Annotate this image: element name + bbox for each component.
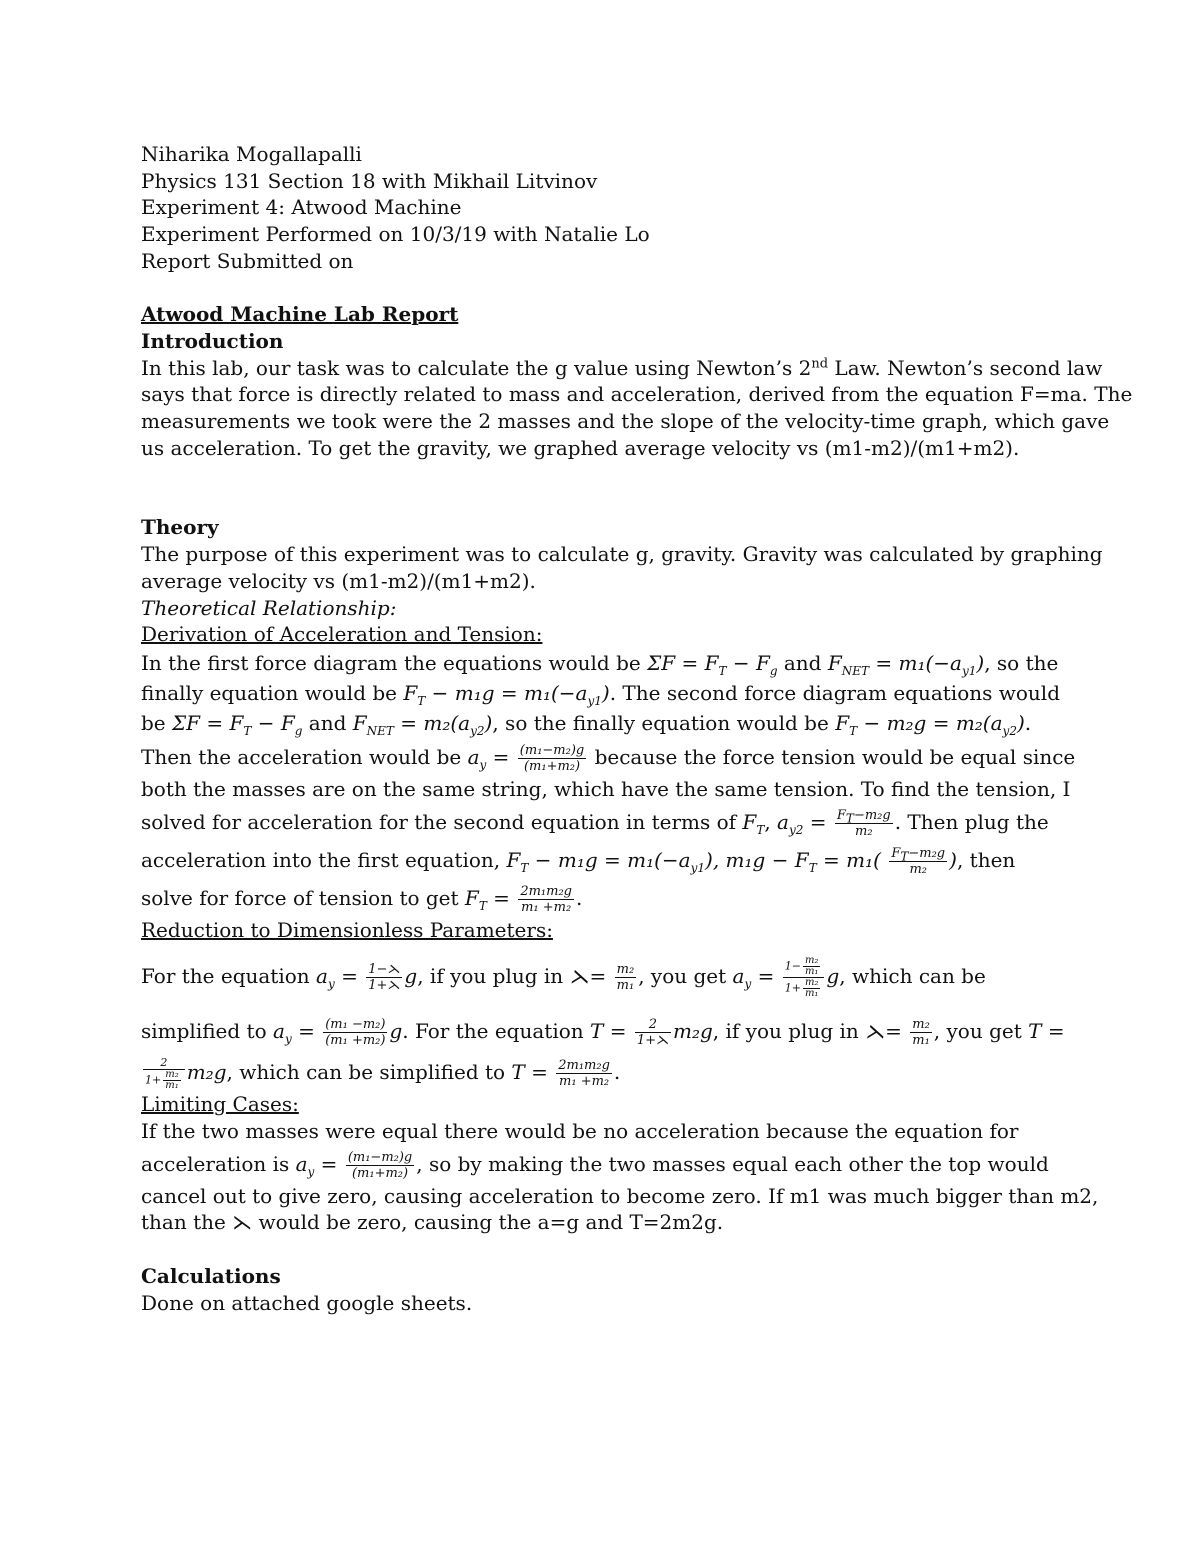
calculations-heading: Calculations (141, 1263, 281, 1288)
course-line: Physics 131 Section 18 with Mikhail Litvinov (141, 168, 598, 193)
two-over-ratio-fraction: 2 1+ $\frac{\text{m₂}}{\text{m₁}}$ (143, 1057, 185, 1091)
derivation-line-1: In the first force diagram the equations would be $\Sigma F = F_T - F_g$ and $F_{NET} = m_1(-a_{y1})$, so the (141, 650, 1059, 678)
mass-ratio-fraction-2: $\frac{\text{m₂}}{\text{m₁}}$ (912, 1017, 930, 1049)
theory-heading: Theory (141, 515, 219, 540)
acceleration-fraction: $\frac{\text{(m₁−m₂)g}}{\text{(m₁+m₂)}}$ (519, 742, 585, 774)
derivation-line-5: both the masses are on the same string, which have the same tension. To find the tension, I (141, 776, 1071, 801)
reduction-line-1: For the equation $a_y$ = $\frac{1-⋋}{1+⋋}$ g, if you plug in ⋋= $\frac{\text{m₂}}{\text{m₁}}$ , you get $a_y$ = 1− $\frac{\text{m₂}}{\text{m₁}}$ 1+ $\frac{\text{m₂}}{\text{m₁}}$ g, which can be (141, 955, 986, 1000)
theory-line-2: average velocity vs (m1-m2)/(m1+m2). (141, 568, 536, 593)
limiting-line-3: cancel out to give zero, causing acceleration to become zero. If m1 was much bigger than m2, (141, 1183, 1099, 1208)
derivation-line-4: Then the acceleration would be $a_y$ = $\frac{\text{(m₁−m₂)g}}{\text{(m₁+m₂)}}$ because the force tension would be equal since (141, 742, 1076, 774)
derivation-heading: Derivation of Acceleration and Tension: (141, 622, 543, 647)
ay2-fraction: $\frac{F_T-m_2g}{\text{m₂}}$ (836, 807, 891, 839)
lambda-fraction: $\frac{1-⋋}{1+⋋}$ (368, 962, 401, 994)
performed-line: Experiment Performed on 10/3/19 with Natalie Lo (141, 222, 650, 247)
derivation-line-8: solve for force of tension to get $F_T$ = $\frac{\text{2m₁m₂g}}{\text{m₁ +m₂}}$ . (141, 883, 583, 915)
derivation-line-7: acceleration into the first equation, $F_T - m_1g = m_1(-a_{y1})$, $m_1g - F_T = m_1$( $\frac{F_T-m_2g}{\text{m₂}}$ ), then (141, 845, 1016, 877)
reduction-line-2: simplified to $a_y$ = $\frac{\text{(m₁ −m₂)}}{\text{(m₁ +m₂)}}$ g. For the equation T = $\frac{2}{1+⋋}$ m₂g, if you plug in ⋋= $\frac{\text{m₂}}{\text{m₁}}$ , you get T = (141, 1017, 1065, 1049)
limiting-line-4: than the ⋋ would be zero, causing the a=g and T=2m2g. (141, 1210, 724, 1235)
reduction-line-3: 2 1+ $\frac{\text{m₂}}{\text{m₁}}$ m₂g, which can be simplified to T = $\frac{\text{2m₁m₂g}}{\text{m₁ +m₂}}$ . (145, 1055, 621, 1091)
intro-line-1: In this lab, our task was to calculate the g value using Newton’s 2nd Law. Newton’s second law (141, 355, 1103, 380)
theory-line-1: The purpose of this experiment was to calculate g, gravity. Gravity was calculated by graphing (141, 542, 1103, 567)
derivation-line-2: finally equation would be $F_T - m_1g = m_1(-a_{y1})$. The second force diagram equations would (141, 680, 1060, 708)
limiting-line-1: If the two masses were equal there would be no acceleration because the equation for (141, 1119, 1019, 1144)
intro-line-3: measurements we took were the 2 masses and the slope of the velocity-time graph, which gave (141, 409, 1110, 434)
nested-fraction: 1− $\frac{\text{m₂}}{\text{m₁}}$ 1+ $\frac{\text{m₂}}{\text{m₁}}$ (783, 956, 825, 999)
mass-ratio-fraction: $\frac{\text{m₂}}{\text{m₁}}$ (616, 962, 635, 994)
page-content (141, 141, 1133, 1316)
report-title: Atwood Machine Lab Report (141, 302, 459, 327)
limiting-fraction: $\frac{\text{(m₁−m₂)g}}{\text{(m₁+m₂)}}$ (347, 1149, 413, 1181)
simplified-fraction: $\frac{\text{(m₁ −m₂)}}{\text{(m₁ +m₂)}}$ (325, 1017, 386, 1049)
reduction-heading: Reduction to Dimensionless Parameters: (141, 917, 553, 942)
derivation-line-3: be $\Sigma F = F_T - F_g$ and $F_{NET} = m_2(a_{y2})$, so the finally equation would be $F_T - m_2g = m_2(a_{y2})$. (141, 710, 1032, 738)
tension-substitution-fraction: $\frac{F_T-m_2g}{\text{m₂}}$ (891, 845, 946, 877)
experiment-line: Experiment 4: Atwood Machine (141, 195, 462, 220)
two-over-lambda-fraction: $\frac{2}{1+⋋}$ (636, 1017, 669, 1049)
submitted-line: Report Submitted on (141, 248, 354, 273)
limiting-line-2: acceleration is $a_y$ = $\frac{\text{(m₁−m₂)g}}{\text{(m₁+m₂)}}$ , so by making the two masses equal each other the top would (141, 1149, 1049, 1181)
derivation-line-6: solved for acceleration for the second equation in terms of $F_T$, $a_{y2}$ = $\frac{F_T-m_2g}{\text{m₂}}$ . Then plug the (141, 807, 1049, 839)
limiting-heading: Limiting Cases: (141, 1092, 299, 1117)
introduction-heading: Introduction (141, 328, 284, 353)
tension-simplified-fraction: $\frac{\text{2m₁m₂g}}{\text{m₁ +m₂}}$ (558, 1058, 610, 1090)
author-line: Niharika Mogallapalli (141, 142, 362, 166)
calculations-line-1: Done on attached google sheets. (141, 1290, 473, 1315)
intro-line-2: says that force is directly related to mass and acceleration, derived from the equation F=ma. The (141, 382, 1133, 407)
tension-fraction: $\frac{\text{2m₁m₂g}}{\text{m₁ +m₂}}$ (520, 883, 572, 915)
intro-line-4: us acceleration. To get the gravity, we graphed average velocity vs (m1-m2)/(m1+m2). (141, 435, 1020, 460)
theoretical-relationship: Theoretical Relationship: (141, 595, 397, 620)
